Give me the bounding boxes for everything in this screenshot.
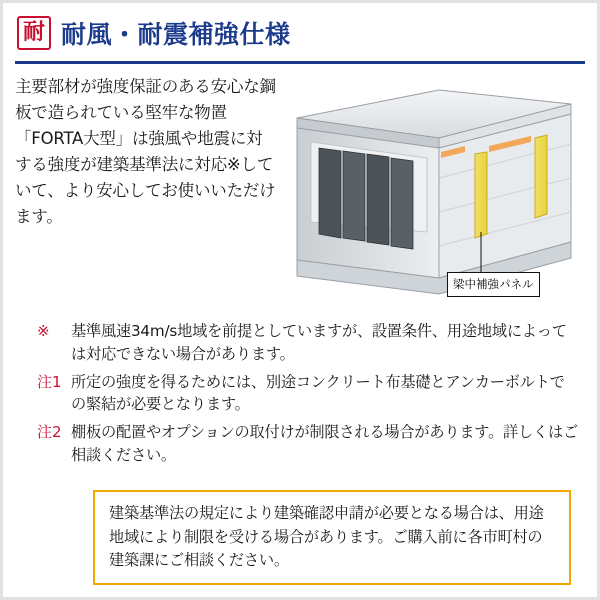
note-marker: 注1 <box>37 372 62 391</box>
lead-paragraph <box>15 74 277 314</box>
note-item <box>37 320 579 366</box>
notes-list <box>3 314 597 467</box>
intro-section <box>3 64 597 314</box>
note-text: 所定の強度を得るためには、別途コンクリート布基礎とアンカーボルトでの緊結が必要となります。 <box>71 372 565 414</box>
note-marker: ※ <box>37 322 50 340</box>
note-marker: 注2 <box>37 423 62 442</box>
callout-label: 梁中補強パネル <box>447 272 540 297</box>
page-header <box>3 3 597 59</box>
note-item <box>37 421 579 467</box>
note-text: 棚板の配置やオプションの取付けが制限される場合があります。詳しくはご相談ください。 <box>71 423 578 464</box>
legal-notice-text: 建築基準法の規定により建築確認申請が必要となる場合は、用途地域により制限を受ける場合があります。ご購入前に各市町村の建築課にご相談ください。 <box>109 504 544 570</box>
shed-diagram-icon <box>289 82 577 298</box>
shed-illustration <box>279 74 587 314</box>
note-item <box>37 371 579 417</box>
note-text: 基準風速34m/s地域を前提としていますが、設置条件、用途地域によっては対応できない場合があります。 <box>71 322 567 363</box>
page-title: 耐風・耐震補強仕様 <box>61 20 291 49</box>
legal-notice-box <box>93 490 571 585</box>
lead-paragraph-text: 主要部材が強度保証のある安心な鋼板で造られている堅牢な物置「FORTA大型」は強風や地震に対する強度が建築基準法に対応※していて、より安心してお使いいただけます。 <box>15 77 276 227</box>
tai-badge-icon: 耐 <box>17 16 51 50</box>
